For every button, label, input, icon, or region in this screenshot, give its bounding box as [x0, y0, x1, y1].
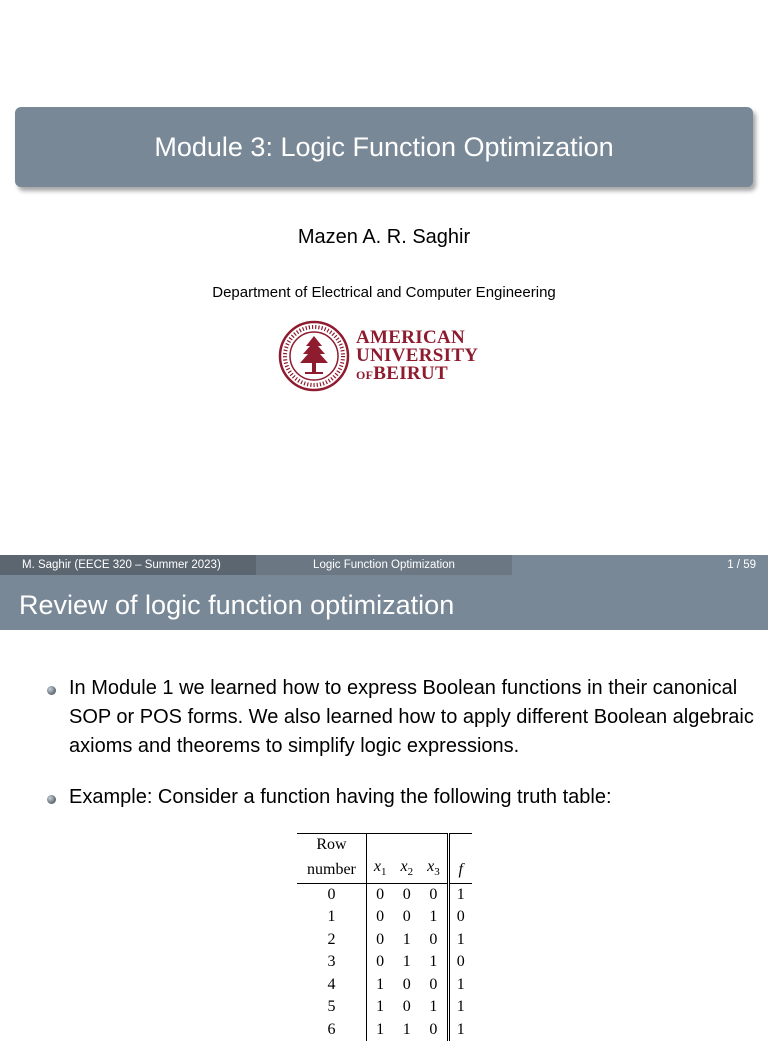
table-row: 0 0 0 0 1	[297, 884, 472, 907]
aub-logo	[278, 320, 498, 392]
presentation-title: Module 3: Logic Function Optimization	[154, 131, 614, 162]
bullet-icon	[47, 795, 56, 804]
table-row: 6 1 1 0 1	[297, 1019, 472, 1041]
bullet-item	[0, 783, 768, 812]
logo-line-2: UNIVERSITY	[356, 345, 479, 366]
table-row: 4 1 0 0 1	[297, 974, 472, 997]
title-box	[15, 107, 753, 187]
bullet-list	[0, 674, 768, 834]
table-row: 1 0 0 1 0	[297, 906, 472, 929]
header-x1: $x_1$	[366, 856, 393, 884]
truth-table-body	[297, 884, 472, 1041]
header-row: Row	[297, 834, 366, 857]
author-name: Mazen A. R. Saghir	[297, 226, 471, 248]
footer-page-number: 1 / 59	[512, 555, 768, 575]
footer-title: Logic Function Optimization	[256, 555, 512, 575]
department-name: Department of Electrical and Computer Engineering	[212, 284, 556, 301]
truth-table	[297, 833, 472, 1041]
logo-line-3	[356, 365, 478, 384]
slide-footer	[0, 555, 768, 575]
cedar-seal-icon	[278, 320, 350, 392]
footer-author: M. Saghir (EECE 320 – Summer 2023)	[0, 555, 256, 575]
table-row: 2 0 1 0 1	[297, 929, 472, 952]
bullet-item	[0, 674, 768, 761]
logo-beirut: BEIRUT	[373, 363, 448, 384]
header-x2: $x_2$	[393, 856, 420, 884]
header-x3: $x_3$	[420, 856, 448, 884]
bullet-icon	[47, 686, 56, 695]
bullet-text: Example: Consider a function having the following truth table:	[69, 786, 612, 808]
bullet-text: In Module 1 we learned how to express Boolean functions in their canonical SOP or POS forms. We also learned how to apply different Boolean algebraic axioms and theorems to simplify logic expressions.	[69, 677, 754, 757]
header-number: number	[297, 856, 366, 884]
table-row: 3 0 1 1 0	[297, 951, 472, 974]
logo-line-1: AMERICAN	[356, 327, 466, 348]
logo-text	[356, 329, 478, 384]
table-row: 5 1 0 1 1	[297, 996, 472, 1019]
logo-of: OF	[356, 368, 374, 382]
header-f: f	[448, 856, 472, 884]
frame-title: Review of logic function optimization	[0, 575, 768, 630]
